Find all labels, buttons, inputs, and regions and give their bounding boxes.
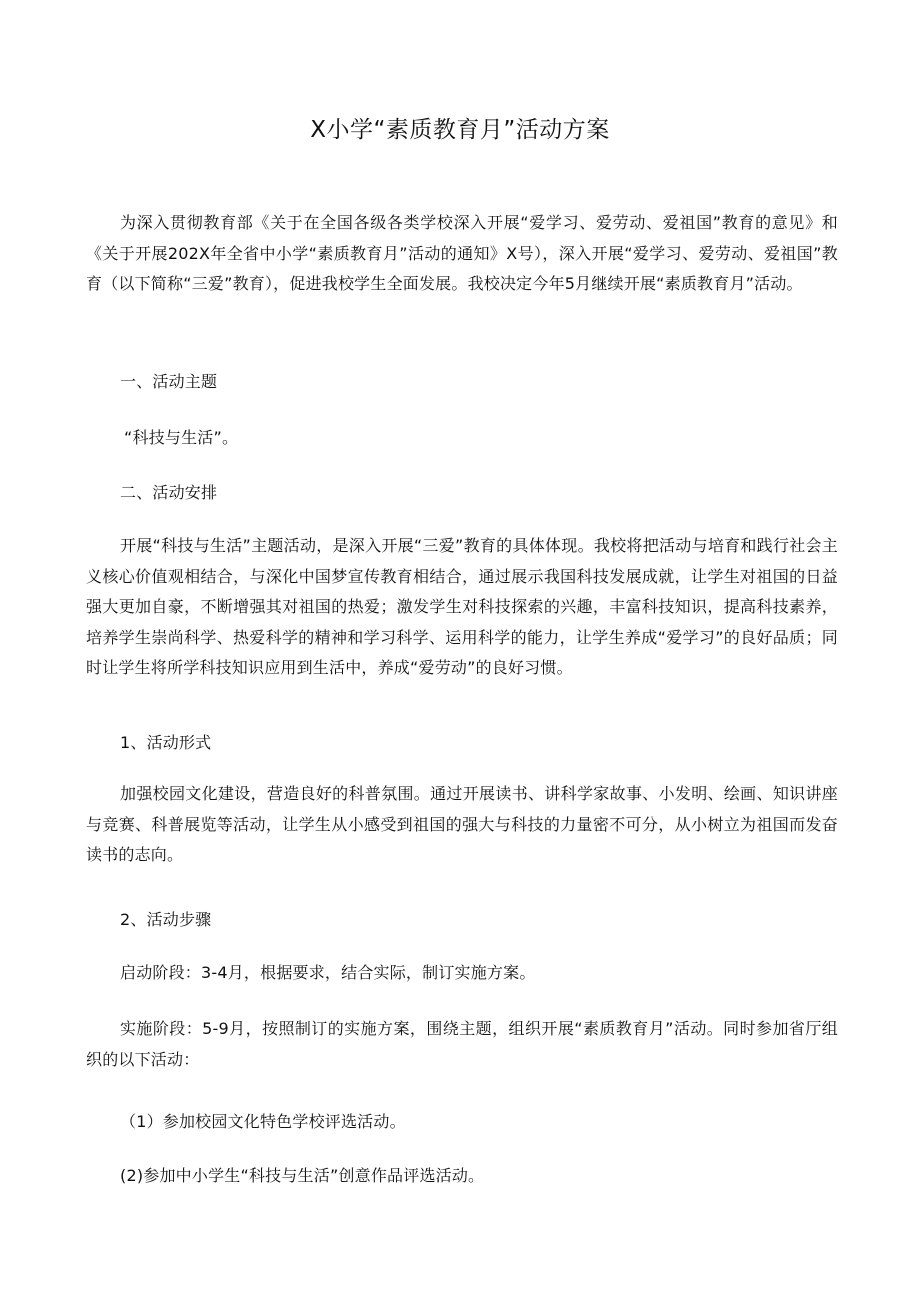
stage-implement-paragraph: 实施阶段：5-9月，按照制订的实施方案，围绕主题，组织开展“素质教育月”活动。同时参加省厅组织的以下活动： [86,1019,838,1069]
activity-item-2: (2)参加中小学生“科技与生活”创意作品评选活动。 [120,1166,485,1185]
section1-heading: 一、活动主题 [120,372,218,391]
sub1-heading: 1、活动形式 [120,733,212,752]
sub1-paragraph: 加强校园文化建设，营造良好的科普氛围。通过开展读书、讲科学家故事、小发明、绘画、知识讲座与竞赛、科普展览等活动，让学生从小感受到祖国的强大与科技的力量密不可分，从小树立为祖国而发奋读书的志向。 [86,784,838,864]
section1-theme: “科技与生活”。 [124,428,239,447]
intro-paragraph: 为深入贯彻教育部《关于在全国各级各类学校深入开展“爱学习、爱劳动、爱祖国”教育的意见》和《关于开展202X年全省中小学“素质教育月”活动的通知》X号），深入开展“爱学习、爱劳动、爱祖国”教育（以下简称“三爱”教育），促进我校学生全面发展。我校决定今年5月继续开展“素质教育月”活动。 [86,213,838,293]
section2-heading: 二、活动安排 [120,483,218,502]
document-title: X小学“素质教育月”活动方案 [310,117,610,143]
section2-paragraph: 开展“科技与生活”主题活动，是深入开展“三爱”教育的具体体现。我校将把活动与培育和践行社会主义核心价值观相结合，与深化中国梦宣传教育相结合，通过展示我国科技发展成就，让学生对祖国的日益强大更加自豪，不断增强其对祖国的热爱；激发学生对科技探索的兴趣，丰富科技知识，提高科技素养，培养学生崇尚科学、热爱科学的精神和学习科学、运用科学的能力，让学生养成“爱学习”的良好品质；同时让学生将所学科技知识应用到生活中，养成“爱劳动”的良好习惯。 [86,536,838,677]
stage-start: 启动阶段：3-4月，根据要求，结合实际，制订实施方案。 [120,963,536,982]
sub2-heading: 2、活动步骤 [120,910,212,929]
activity-item-1: （1）参加校园文化特色学校评选活动。 [120,1112,406,1131]
